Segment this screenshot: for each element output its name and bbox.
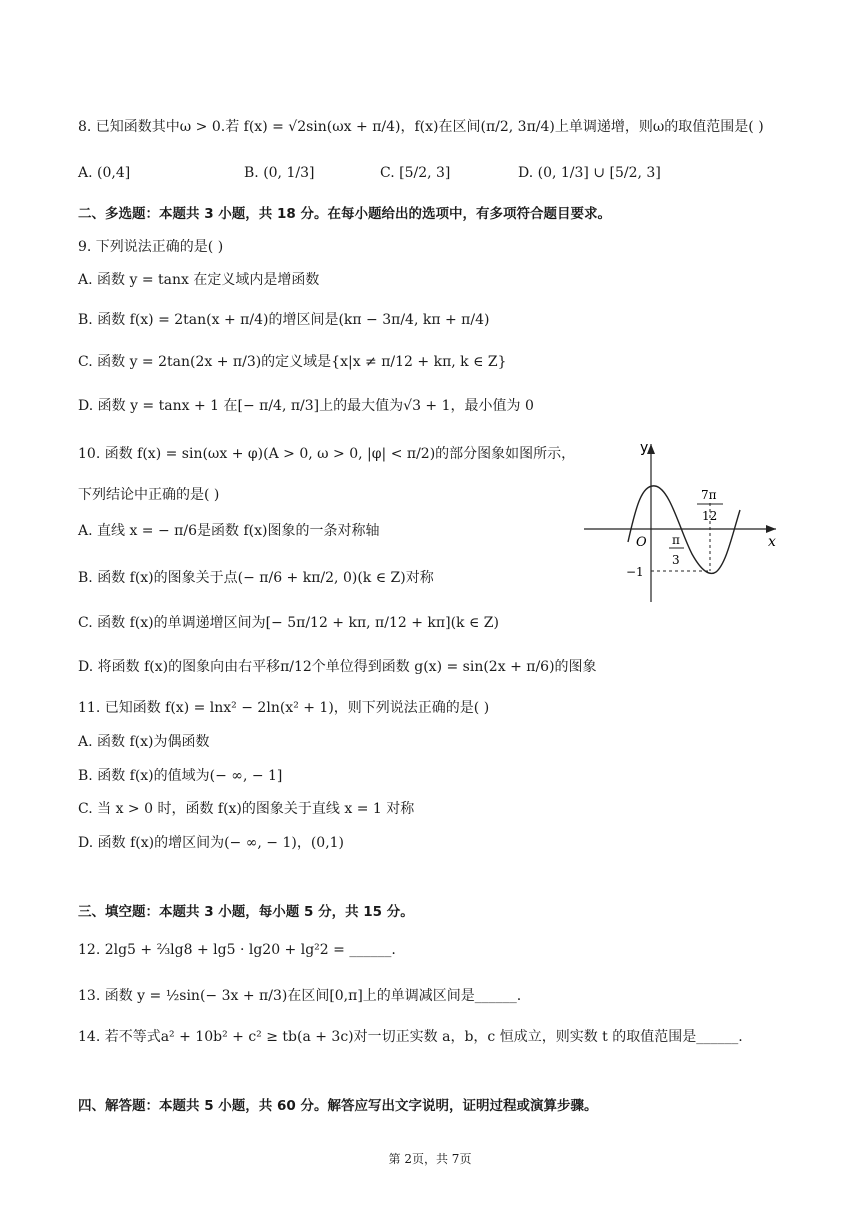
- q11-option-c: C. 当 x > 0 时，函数 f(x)的图象关于直线 x = 1 对称: [78, 801, 415, 817]
- q8-option-c: C. [5/2, 3]: [380, 165, 451, 181]
- q11-option-b: B. 函数 f(x)的值域为(− ∞, − 1]: [78, 768, 283, 784]
- label-pi-denominator: 3: [672, 553, 680, 567]
- q10-stem-2: 下列结论中正确的是( ): [78, 487, 220, 503]
- origin-label: O: [636, 535, 647, 550]
- q9-option-c: C. 函数 y = 2tan(2x + π/3)的定义域是{x|x ≠ π/12 + kπ, k ∈ Z}: [78, 354, 507, 370]
- section-3-heading: 三、填空题：本题共 3 小题，每小题 5 分，共 15 分。: [78, 904, 414, 920]
- label-pi-numerator: π: [672, 533, 680, 547]
- q8-stem: 8. 已知函数其中ω > 0.若 f(x) = √2sin(ωx + π/4)，f(x)在区间(π/2, 3π/4)上单调递增，则ω的取值范围是( ): [78, 119, 764, 135]
- q9-option-d: D. 函数 y = tanx + 1 在[− π/4, π/3]上的最大值为√3 + 1，最小值为 0: [78, 398, 534, 414]
- q10-option-a: A. 直线 x = − π/6是函数 f(x)图象的一条对称轴: [78, 523, 380, 539]
- q10-option-c: C. 函数 f(x)的单调递增区间为[− 5π/12 + kπ, π/12 + kπ](k ∈ Z): [78, 615, 499, 631]
- q12: 12. 2lg5 + ⅔lg8 + lg5 · lg20 + lg²2 = ______.: [78, 942, 396, 958]
- y-axis-label: y: [640, 440, 649, 456]
- q9-option-a: A. 函数 y = tanx 在定义域内是增函数: [78, 272, 320, 288]
- q10-sine-graph: [580, 436, 780, 606]
- q8-option-d: D. (0, 1/3] ∪ [5/2, 3]: [518, 165, 661, 181]
- label-7pi-numerator: 7π: [701, 488, 717, 502]
- label-minus-1: −1: [626, 565, 644, 579]
- q10-option-d: D. 将函数 f(x)的图象向由右平移π/12个单位得到函数 g(x) = sin(2x + π/6)的图象: [78, 659, 597, 675]
- page-footer: 第 2页，共 7页: [388, 1152, 472, 1166]
- section-4-heading: 四、解答题：本题共 5 小题，共 60 分。解答应写出文字说明，证明过程或演算步骤。: [78, 1098, 598, 1114]
- q8-option-a: A. (0,4]: [78, 165, 131, 181]
- q9-option-b: B. 函数 f(x) = 2tan(x + π/4)的增区间是(kπ − 3π/4, kπ + π/4): [78, 312, 490, 328]
- q13: 13. 函数 y = ½sin(− 3x + π/3)在区间[0,π]上的单调减区间是______.: [78, 988, 522, 1004]
- x-axis-arrow: [766, 525, 776, 533]
- label-7pi-denominator: 12: [702, 509, 718, 523]
- x-axis-label: x: [768, 534, 776, 550]
- q11-option-d: D. 函数 f(x)的增区间为(− ∞, − 1)，(0,1): [78, 835, 345, 851]
- section-2-heading: 二、多选题：本题共 3 小题，共 18 分。在每小题给出的选项中，有多项符合题目要求。: [78, 206, 611, 222]
- q11-stem: 11. 已知函数 f(x) = lnx² − 2ln(x² + 1)，则下列说法正确的是( ): [78, 700, 490, 716]
- q10-stem: 10. 函数 f(x) = sin(ωx + φ)(A > 0, ω > 0, |φ| < π/2)的部分图象如图所示，: [78, 446, 576, 462]
- q14: 14. 若不等式a² + 10b² + c² ≥ tb(a + 3c)对一切正实数 a，b，c 恒成立，则实数 t 的取值范围是______.: [78, 1029, 743, 1045]
- q9-stem: 9. 下列说法正确的是( ): [78, 239, 224, 255]
- sine-curve: [628, 486, 740, 574]
- q8-option-b: B. (0, 1/3]: [244, 165, 315, 181]
- q11-option-a: A. 函数 f(x)为偶函数: [78, 734, 210, 750]
- q10-option-b: B. 函数 f(x)的图象关于点(− π/6 + kπ/2, 0)(k ∈ Z)对称: [78, 570, 434, 586]
